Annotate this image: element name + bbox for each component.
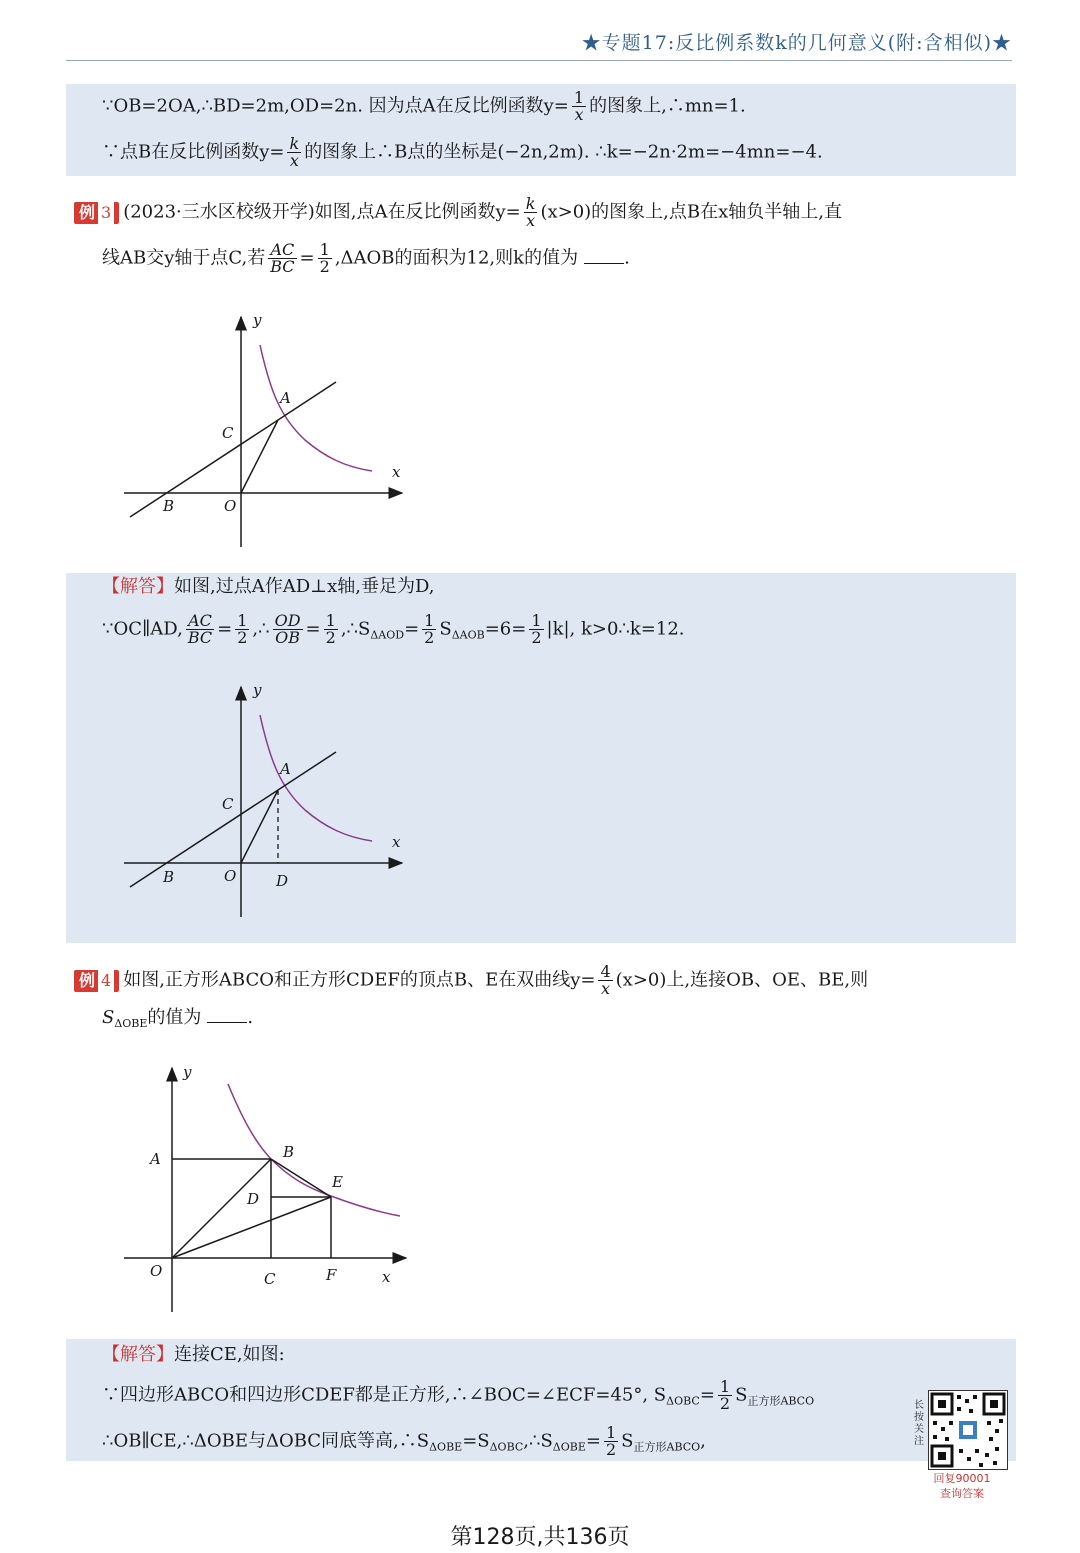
qr-side-label: 长按关注 — [914, 1400, 924, 1447]
fraction: $\frac{1}{2}$ — [719, 1377, 731, 1413]
hyperbola-curve — [260, 345, 372, 471]
prev-solution-line-1: ∵OB=2OA,∴BD=2m,OD=2n. 因为点A在反比例函数y= $\frac{1}{x}$ 的图象上,∴mn=1. — [102, 88, 746, 124]
label-d: D — [247, 1190, 260, 1208]
fraction: $\frac{AC}{BC}$ — [270, 240, 295, 276]
fraction: $\frac{1}{2}$ — [531, 611, 542, 647]
label-o: O — [224, 497, 237, 515]
answer-blank — [584, 263, 624, 264]
solution-3-line-2: ∵OC∥AD, $\frac{AC}{BC}$ = $\frac{1}{2}$ ,∴ $\frac{OD}{OB}$ = $\frac{1}{2}$ $,\therefore S_{\Delta AOD}=$ $\frac{1}{2}$ $S_{\Delta AOB}=6=$ $\frac{1}{2}$ |k|, k>0∴k=12. — [102, 611, 685, 647]
label-c: C — [222, 795, 234, 813]
example-3-line-1: 例 3 (2023·三水区校级开学)如图,点A在反比例函数y= $\frac{k}{x}$ (x>0)的图象上,点B在x轴负半轴上,直 — [74, 196, 842, 229]
example-3-line-2: 线AB交y轴于点C,若 $\frac{AC}{BC}$ = $\frac{1}{2}$ ,ΔAOB的面积为12,则k的值为 . — [102, 240, 630, 276]
fraction: $\frac{1}{2}$ — [325, 611, 336, 647]
hyperbola-curve — [260, 715, 372, 841]
fraction: $\frac{AC}{BC}$ — [187, 611, 213, 647]
label-c: C — [222, 424, 234, 442]
solution-3-line-1: 【解答】如图,过点A作AD⊥x轴,垂足为D, — [102, 576, 435, 597]
label-b: B — [283, 1143, 295, 1161]
example-4-line-2: $S_{\Delta OBE}$的值为 . — [102, 1007, 254, 1030]
label-a: A — [280, 760, 291, 778]
answer-blank — [207, 1022, 247, 1023]
label-o: O — [224, 867, 237, 885]
segment-ob — [172, 1159, 271, 1258]
label-x: x — [392, 463, 401, 481]
segment-oa — [241, 790, 278, 863]
example-3-tag: 例 3 — [74, 202, 119, 224]
label-b: B — [163, 497, 175, 515]
prev-solution-line-2: ∵点B在反比例函数y= $\frac{k}{x}$ 的图象上∴B点的坐标是(−2n,2m). ∴k=−2n·2m=−4mn=−4. — [102, 134, 823, 170]
label-a: A — [150, 1150, 161, 1168]
label-y: y — [183, 1063, 192, 1081]
example-3-figure — [110, 305, 420, 555]
fraction: $\frac{OD}{OB}$ — [274, 611, 301, 647]
qr-caption-1: 回复90001 — [933, 1472, 991, 1485]
label-d: D — [276, 872, 289, 890]
label-y: y — [253, 311, 262, 329]
fraction: $\frac{1}{x}$ — [573, 88, 585, 124]
page-number: 第128页,共136页 — [450, 1525, 630, 1550]
label-a: A — [280, 389, 291, 407]
label-e: E — [332, 1173, 343, 1191]
segment-oa — [241, 420, 278, 493]
example-4-tag: 例 4 — [74, 970, 119, 992]
label-o: O — [150, 1262, 163, 1280]
header-title: ★专题17:反比例系数k的几何意义(附:含相似)★ — [581, 32, 1012, 54]
example-4-line-1: 例 4 如图,正方形ABCO和正方形CDEF的顶点B、E在双曲线y= $\frac{4}{x}$ (x>0)上,连接OB、OE、BE,则 — [74, 964, 868, 997]
fraction: $\frac{1}{2}$ — [237, 611, 248, 647]
label-f: F — [326, 1266, 337, 1284]
qr-code-icon[interactable] — [928, 1390, 1008, 1470]
fraction: $\frac{k}{x}$ — [525, 194, 536, 230]
qr-caption-2: 查询答案 — [940, 1487, 984, 1500]
solution-3-panel — [66, 573, 1016, 943]
label-y: y — [253, 681, 262, 699]
previous-solution-panel — [66, 84, 1016, 176]
solution-4-panel — [66, 1339, 1016, 1461]
solution-4-line-2: ∵四边形ABCO和四边形CDEF都是正方形,∴∠BOC=∠ECF=45°, $S_{\Delta OBC}=$ $\frac{1}{2}$ $S_{正方形ABCO}$ — [102, 1377, 815, 1413]
solution-3-figure — [110, 677, 420, 927]
page-header — [66, 28, 1012, 61]
fraction: $\frac{1}{2}$ — [605, 1423, 617, 1459]
segment-be — [271, 1159, 331, 1197]
fraction: $\frac{1}{2}$ — [424, 611, 435, 647]
example-4-figure — [110, 1060, 420, 1320]
solution-4-line-1: 【解答】连接CE,如图: — [102, 1344, 285, 1365]
label-b: B — [163, 868, 175, 886]
fraction: $\frac{k}{x}$ — [289, 134, 300, 170]
label-c: C — [264, 1270, 276, 1288]
label-x: x — [382, 1268, 391, 1286]
label-x: x — [392, 833, 401, 851]
fraction: $\frac{4}{x}$ — [600, 962, 611, 998]
solution-4-line-3: ∴OB∥CE,∴ΔOBE与ΔOBC同底等高$,\therefore S_{\Delta OBE}=S_{\Delta OBC},\therefore S_{\Delta OBE}=$ $\frac{1}{2}$ $S_{正方形ABCO}$, — [102, 1423, 706, 1459]
qr-code-block[interactable] — [914, 1390, 1010, 1500]
fraction: $\frac{1}{2}$ — [319, 240, 330, 276]
